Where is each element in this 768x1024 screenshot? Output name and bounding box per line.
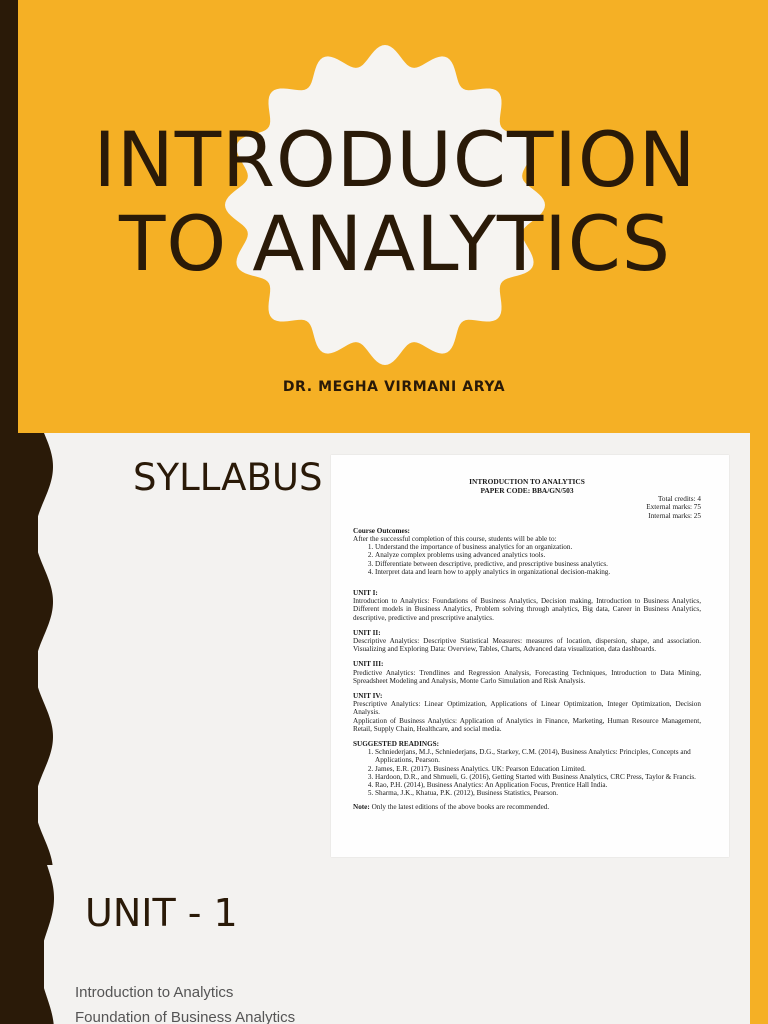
slide-heading: UNIT - 1 xyxy=(85,891,238,935)
wavy-left-edge xyxy=(0,865,60,1024)
doc-note-label: Note: xyxy=(353,803,370,812)
slide-heading: SYLLABUS xyxy=(133,456,323,499)
list-item: 4. Interpret data and learn how to apply analytics in organizational decision-making. xyxy=(375,568,701,576)
doc-readings-heading: SUGGESTED READINGS: xyxy=(353,740,440,749)
list-item: 2. James, E.R. (2017). Business Analytics. UK: Pearson Education Limited. xyxy=(375,765,701,773)
doc-outcomes-heading: Course Outcomes: xyxy=(353,526,410,535)
doc-unit2-heading: UNIT II: xyxy=(353,628,381,637)
topic-item: Introduction to Analytics xyxy=(75,984,234,1001)
title-line-1: INTRODUCTION xyxy=(93,115,697,204)
doc-unit3-text: Predictive Analytics: Trendlines and Regression Analysis, Forecasting Techniques, Introduction to Data Mining, Spreadsheet Modeling and Analysis, Monte Carlo Simulation and Risk Analysis. xyxy=(353,668,701,685)
doc-title: INTRODUCTION TO ANALYTICS xyxy=(469,477,585,486)
syllabus-document-image xyxy=(331,455,729,857)
doc-note-text: Only the latest editions of the above books are recommended. xyxy=(371,803,550,812)
wavy-left-edge xyxy=(0,433,60,865)
right-accent-bar xyxy=(750,433,768,865)
syllabus-slide xyxy=(0,433,768,865)
doc-note xyxy=(353,803,701,811)
doc-unit1-text: Introduction to Analytics: Foundations of Business Analytics, Decision making, Introduction to Business Analytics, Different models in Business Analytics, Problem solving through analytics, Big data, Career in Business Analytics, descriptive, predictive and prescriptive analytics. xyxy=(353,597,701,622)
doc-unit4-text-2: Application of Business Analytics: Application of Analytics in Finance, Marketing, Human Resource Management, Retail, Supply Chain, Healthcare, and social media. xyxy=(353,716,701,733)
list-item: 2. Analyze complex problems using advanced analytics tools. xyxy=(375,551,701,559)
list-item: 1. Schniederjans, M.J., Schniederjans, D.G., Starkey, C.M. (2014), Business Analytics: Principles, Concepts and Applications, Pearson. xyxy=(375,748,701,764)
doc-external-marks: External marks: 75 xyxy=(646,503,701,512)
title-slide xyxy=(0,0,768,433)
unit-slide xyxy=(0,865,768,1024)
list-item: 3. Differentiate between descriptive, predictive, and prescriptive business analytics. xyxy=(375,560,701,568)
list-item: 1. Understand the importance of business analytics for an organization. xyxy=(375,543,701,551)
title-line-2: TO ANALYTICS xyxy=(118,199,672,288)
doc-internal-marks: Internal marks: 25 xyxy=(648,511,701,520)
doc-readings-list xyxy=(353,748,701,797)
doc-outcomes-intro: After the successful completion of this course, students will be able to: xyxy=(353,535,557,543)
doc-outcomes-list xyxy=(353,543,701,576)
doc-unit2-text: Descriptive Analytics: Descriptive Statistical Measures: measures of location, dispersion, shape, and association. Visualizing and Exploring Data: Overview, Tables, Charts, Advanced data visualization, data dashboards. xyxy=(353,637,701,654)
list-item: 5. Sharma, J.K., Khatua, P.K. (2012), Business Statistics, Pearson. xyxy=(375,789,701,797)
doc-unit1-heading: UNIT I: xyxy=(353,589,378,598)
topic-item: Foundation of Business Analytics xyxy=(75,1009,296,1024)
list-item: 3. Hardoon, D.R., and Shmueli, G. (2016), Getting Started with Business Analytics, CRC Press, Taylor & Francis. xyxy=(375,773,701,781)
doc-unit4-heading: UNIT IV: xyxy=(353,692,383,701)
doc-paper-code: PAPER CODE: BBA/GN/503 xyxy=(480,485,574,495)
doc-unit3-heading: UNIT III: xyxy=(353,660,384,669)
doc-total-credits: Total credits: 4 xyxy=(657,495,701,504)
doc-unit4-text-1: Prescriptive Analytics: Linear Optimization, Applications of Linear Optimization, Integer Optimization, Decision Analysis. xyxy=(353,700,701,717)
presentation-title xyxy=(0,115,768,288)
right-accent-bar xyxy=(750,865,768,1024)
list-item: 4. Rao, P.H. (2014), Business Analytics: An Application Focus, Prentice Hall India. xyxy=(375,781,701,789)
author-name: DR. MEGHA VIRMANI ARYA xyxy=(282,379,506,395)
